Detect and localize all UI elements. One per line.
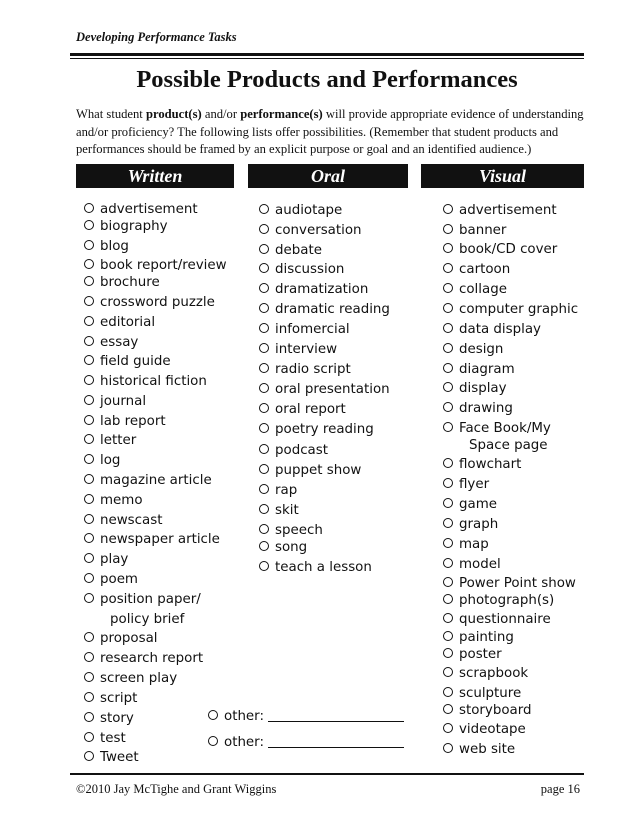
- written-column-header: Written: [76, 164, 234, 188]
- written-list-item: [84, 394, 146, 410]
- written-list-item: [84, 315, 155, 331]
- item-label: skit: [275, 503, 299, 518]
- item-label: debate: [275, 243, 322, 258]
- page-title: Possible Products and Performances: [136, 66, 518, 93]
- checkbox-circle-icon: [443, 577, 453, 587]
- item-label: infomercial: [275, 322, 350, 337]
- oral-list-item: [259, 223, 362, 239]
- checkbox-circle-icon: [259, 323, 269, 333]
- checkbox-circle-icon: [84, 494, 94, 504]
- checkbox-circle-icon: [84, 203, 94, 213]
- visual-list-item: [443, 302, 578, 318]
- item-label: flowchart: [459, 457, 522, 472]
- item-label: banner: [459, 223, 507, 238]
- written-list-item: [84, 532, 220, 548]
- checkbox-circle-icon: [208, 736, 218, 746]
- item-label: speech: [275, 523, 323, 538]
- checkbox-circle-icon: [259, 504, 269, 514]
- written-list-item: [84, 258, 227, 274]
- item-label: test: [100, 731, 126, 746]
- item-label: map: [459, 537, 489, 552]
- oral-list-item: [259, 262, 344, 278]
- oral-list-item: [259, 503, 299, 519]
- item-label: painting: [459, 630, 514, 645]
- checkbox-circle-icon: [84, 415, 94, 425]
- checkbox-circle-icon: [84, 355, 94, 365]
- item-label: magazine article: [100, 473, 212, 488]
- checkbox-circle-icon: [443, 458, 453, 468]
- checkbox-circle-icon: [84, 692, 94, 702]
- visual-list-item: [443, 647, 502, 663]
- intro-paragraph: [76, 106, 584, 159]
- visual-list-item: [443, 342, 503, 358]
- item-label: proposal: [100, 631, 158, 646]
- item-label: design: [459, 342, 504, 357]
- item-label: questionnaire: [459, 612, 551, 627]
- checkbox-circle-icon: [84, 533, 94, 543]
- checkbox-circle-icon: [259, 403, 269, 413]
- checkbox-circle-icon: [443, 631, 453, 641]
- visual-list-item: [443, 223, 506, 239]
- checkbox-circle-icon: [84, 652, 94, 662]
- item-label: display: [459, 381, 507, 396]
- visual-column-header: Visual: [421, 164, 584, 188]
- footer-page-number: page 16: [540, 782, 580, 796]
- item-label: journal: [100, 394, 147, 409]
- item-label: radio script: [275, 362, 351, 377]
- visual-list-item: [443, 438, 548, 454]
- item-label: game: [459, 497, 497, 512]
- checkbox-circle-icon: [84, 220, 94, 230]
- written-list-item: [84, 592, 201, 608]
- item-label: cartoon: [459, 262, 511, 277]
- written-list-item: [84, 711, 134, 727]
- checkbox-circle-icon: [443, 704, 453, 714]
- item-label: Face Book/My: [459, 421, 551, 436]
- item-label: Space page: [469, 438, 548, 453]
- visual-list-item: [443, 242, 557, 258]
- oral-list-item: [259, 463, 361, 479]
- visual-list-item: [443, 630, 514, 646]
- checkbox-circle-icon: [259, 283, 269, 293]
- visual-list-item: [443, 612, 551, 628]
- item-label: Tweet: [100, 750, 139, 765]
- item-label: research report: [100, 651, 204, 666]
- oral-list-item: [259, 342, 337, 358]
- item-label: policy brief: [110, 612, 185, 627]
- item-label: sculpture: [459, 686, 522, 701]
- item-label: storyboard: [459, 703, 532, 718]
- item-label: song: [275, 540, 308, 555]
- visual-list-item: [443, 537, 489, 553]
- intro-bold-products: product(s): [145, 107, 202, 121]
- written-list-item: [84, 671, 177, 687]
- checkbox-circle-icon: [443, 743, 453, 753]
- checkbox-circle-icon: [259, 244, 269, 254]
- written-list-item: [84, 493, 143, 509]
- checkbox-circle-icon: [84, 240, 94, 250]
- checkbox-circle-icon: [443, 538, 453, 548]
- item-label: data display: [459, 322, 541, 337]
- item-label: editorial: [100, 315, 156, 330]
- checkbox-circle-icon: [443, 478, 453, 488]
- written-list-item: [84, 275, 160, 291]
- item-label: letter: [100, 433, 137, 448]
- item-label: videotape: [459, 722, 526, 737]
- checkbox-circle-icon: [443, 204, 453, 214]
- checkbox-circle-icon: [84, 632, 94, 642]
- checkbox-circle-icon: [84, 732, 94, 742]
- visual-list-item: [443, 742, 515, 758]
- visual-list-item: [443, 401, 513, 417]
- written-list-item: [84, 572, 138, 588]
- checkbox-circle-icon: [84, 553, 94, 563]
- checkbox-circle-icon: [443, 323, 453, 333]
- written-list-item: [84, 202, 198, 218]
- checkbox-circle-icon: [443, 594, 453, 604]
- oral-list-item: [259, 382, 390, 398]
- checkbox-circle-icon: [443, 558, 453, 568]
- item-label: diagram: [459, 362, 515, 377]
- written-list-item: [84, 453, 120, 469]
- other-item-1: [208, 709, 404, 725]
- checkbox-circle-icon: [84, 316, 94, 326]
- checkbox-circle-icon: [259, 263, 269, 273]
- oral-list-item: [259, 422, 374, 438]
- intro-text-3: will provide appropriate evidence of understanding and/or proficiency? The following lists offer possibilities. (Remember that student products and performances should be framed by an explicit purpose or goal and an identified audience.): [76, 107, 584, 156]
- item-label: audiotape: [275, 203, 343, 218]
- checkbox-circle-icon: [443, 422, 453, 432]
- written-list-item: [84, 513, 162, 529]
- checkbox-circle-icon: [84, 434, 94, 444]
- checkbox-circle-icon: [443, 303, 453, 313]
- oral-list-item: [259, 282, 368, 298]
- checkbox-circle-icon: [259, 484, 269, 494]
- checkbox-circle-icon: [259, 444, 269, 454]
- written-list-item: [84, 691, 137, 707]
- item-label: biography: [100, 219, 168, 234]
- oral-column-header: Oral: [248, 164, 408, 188]
- item-label: poster: [459, 647, 502, 662]
- checkbox-circle-icon: [443, 263, 453, 273]
- checkbox-circle-icon: [259, 524, 269, 534]
- item-label: advertisement: [459, 203, 557, 218]
- item-label: story: [100, 711, 134, 726]
- item-label: lab report: [100, 414, 166, 429]
- visual-list-item: [443, 517, 498, 533]
- item-label: photograph(s): [459, 593, 555, 608]
- oral-list-item: [259, 560, 372, 576]
- written-list-item: [84, 354, 171, 370]
- checkbox-circle-icon: [443, 687, 453, 697]
- item-label: dramatization: [275, 282, 369, 297]
- visual-list-item: [443, 362, 515, 378]
- written-list-item: [84, 631, 158, 647]
- visual-list-item: [443, 722, 526, 738]
- item-label: brochure: [100, 275, 160, 290]
- item-label: interview: [275, 342, 338, 357]
- visual-list-item: [443, 703, 532, 719]
- header-rule-thick: [70, 53, 584, 56]
- item-label: screen play: [100, 671, 178, 686]
- written-list-item: [84, 295, 215, 311]
- item-label: historical fiction: [100, 374, 207, 389]
- item-label: blog: [100, 239, 129, 254]
- visual-list-item: [443, 457, 521, 473]
- item-label: drawing: [459, 401, 513, 416]
- written-list-item: [84, 731, 126, 747]
- item-label: log: [100, 453, 121, 468]
- oral-list-item: [259, 362, 351, 378]
- checkbox-circle-icon: [443, 343, 453, 353]
- item-label: newspaper article: [100, 532, 220, 547]
- checkbox-circle-icon: [259, 204, 269, 214]
- item-label: poem: [100, 572, 138, 587]
- oral-list-item: [259, 302, 390, 318]
- checkbox-circle-icon: [208, 710, 218, 720]
- checkbox-circle-icon: [259, 541, 269, 551]
- item-label: Power Point show: [459, 576, 576, 591]
- item-label: discussion: [275, 262, 345, 277]
- checkbox-circle-icon: [443, 402, 453, 412]
- written-list-item: [84, 414, 166, 430]
- checkbox-circle-icon: [84, 395, 94, 405]
- checkbox-circle-icon: [84, 514, 94, 524]
- written-list-item: [84, 335, 138, 351]
- checkbox-circle-icon: [443, 363, 453, 373]
- other-blank-line: [268, 747, 404, 748]
- checkbox-circle-icon: [84, 573, 94, 583]
- checkbox-circle-icon: [259, 303, 269, 313]
- item-label: position paper/: [100, 592, 201, 607]
- oral-list-item: [259, 443, 328, 459]
- item-label: collage: [459, 282, 507, 297]
- visual-list-item: [443, 282, 507, 298]
- item-label: advertisement: [100, 202, 198, 217]
- oral-list-item: [259, 402, 346, 418]
- checkbox-circle-icon: [259, 383, 269, 393]
- intro-bold-performances: performance(s): [240, 107, 323, 121]
- item-label: essay: [100, 335, 139, 350]
- other-label: other:: [224, 709, 264, 724]
- item-label: teach a lesson: [275, 560, 372, 575]
- visual-list-item: [443, 421, 551, 437]
- item-label: field guide: [100, 354, 171, 369]
- other-label: other:: [224, 735, 264, 750]
- written-list-item: [84, 219, 168, 235]
- checkbox-circle-icon: [84, 454, 94, 464]
- item-label: play: [100, 552, 129, 567]
- checkbox-circle-icon: [259, 363, 269, 373]
- checkbox-circle-icon: [84, 259, 94, 269]
- visual-list-item: [443, 477, 489, 493]
- item-label: web site: [459, 742, 516, 757]
- checkbox-circle-icon: [259, 561, 269, 571]
- checkbox-circle-icon: [443, 667, 453, 677]
- checkbox-circle-icon: [84, 593, 94, 603]
- item-label: puppet show: [275, 463, 362, 478]
- item-label: dramatic reading: [275, 302, 390, 317]
- checkbox-circle-icon: [443, 283, 453, 293]
- visual-list-item: [443, 557, 501, 573]
- item-label: memo: [100, 493, 143, 508]
- item-label: book/CD cover: [459, 242, 558, 257]
- visual-list-item: [443, 593, 554, 609]
- checkbox-circle-icon: [84, 672, 94, 682]
- checkbox-circle-icon: [443, 224, 453, 234]
- footer-copyright: ©2010 Jay McTighe and Grant Wiggins: [76, 782, 277, 796]
- visual-list-item: [443, 576, 576, 592]
- item-label: scrapbook: [459, 666, 529, 681]
- item-label: book report/review: [100, 258, 227, 273]
- other-item-2: [208, 735, 404, 751]
- item-label: rap: [275, 483, 298, 498]
- oral-list-item: [259, 540, 307, 556]
- checkbox-circle-icon: [84, 336, 94, 346]
- item-label: computer graphic: [459, 302, 579, 317]
- checkbox-circle-icon: [84, 296, 94, 306]
- checkbox-circle-icon: [259, 343, 269, 353]
- visual-list-item: [443, 381, 507, 397]
- item-label: model: [459, 557, 501, 572]
- checkbox-circle-icon: [259, 464, 269, 474]
- item-label: conversation: [275, 223, 362, 238]
- visual-list-item: [443, 497, 497, 513]
- written-list-item: [84, 433, 136, 449]
- intro-text-1: What student: [76, 107, 146, 121]
- running-head: Developing Performance Tasks: [76, 30, 237, 44]
- checkbox-circle-icon: [259, 224, 269, 234]
- intro-text-2: and/or: [201, 107, 241, 121]
- oral-list-item: [259, 203, 342, 219]
- written-list-item: [84, 612, 184, 628]
- written-list-item: [84, 473, 212, 489]
- written-list-item: [84, 750, 139, 766]
- item-label: oral presentation: [275, 382, 390, 397]
- checkbox-circle-icon: [443, 518, 453, 528]
- oral-list-item: [259, 322, 350, 338]
- checkbox-circle-icon: [443, 648, 453, 658]
- checkbox-circle-icon: [443, 498, 453, 508]
- item-label: graph: [459, 517, 499, 532]
- checkbox-circle-icon: [84, 712, 94, 722]
- checkbox-circle-icon: [443, 243, 453, 253]
- other-blank-line: [268, 721, 404, 722]
- item-label: script: [100, 691, 138, 706]
- checkbox-circle-icon: [259, 423, 269, 433]
- checkbox-circle-icon: [84, 751, 94, 761]
- checkbox-circle-icon: [84, 375, 94, 385]
- checkbox-circle-icon: [443, 382, 453, 392]
- item-label: newscast: [100, 513, 163, 528]
- oral-list-item: [259, 483, 297, 499]
- checkbox-circle-icon: [443, 613, 453, 623]
- visual-list-item: [443, 322, 541, 338]
- header-rule-thin: [70, 58, 584, 59]
- written-list-item: [84, 374, 207, 390]
- item-label: crossword puzzle: [100, 295, 215, 310]
- checkbox-circle-icon: [84, 474, 94, 484]
- oral-list-item: [259, 523, 323, 539]
- item-label: oral report: [275, 402, 346, 417]
- visual-list-item: [443, 666, 528, 682]
- checkbox-circle-icon: [443, 723, 453, 733]
- item-label: podcast: [275, 443, 328, 458]
- written-list-item: [84, 239, 129, 255]
- written-list-item: [84, 651, 203, 667]
- visual-list-item: [443, 262, 510, 278]
- item-label: poetry reading: [275, 422, 374, 437]
- footer-rule: [70, 773, 584, 775]
- written-list-item: [84, 552, 128, 568]
- checkbox-circle-icon: [84, 276, 94, 286]
- oral-list-item: [259, 243, 322, 259]
- visual-list-item: [443, 686, 521, 702]
- visual-list-item: [443, 203, 557, 219]
- item-label: flyer: [459, 477, 490, 492]
